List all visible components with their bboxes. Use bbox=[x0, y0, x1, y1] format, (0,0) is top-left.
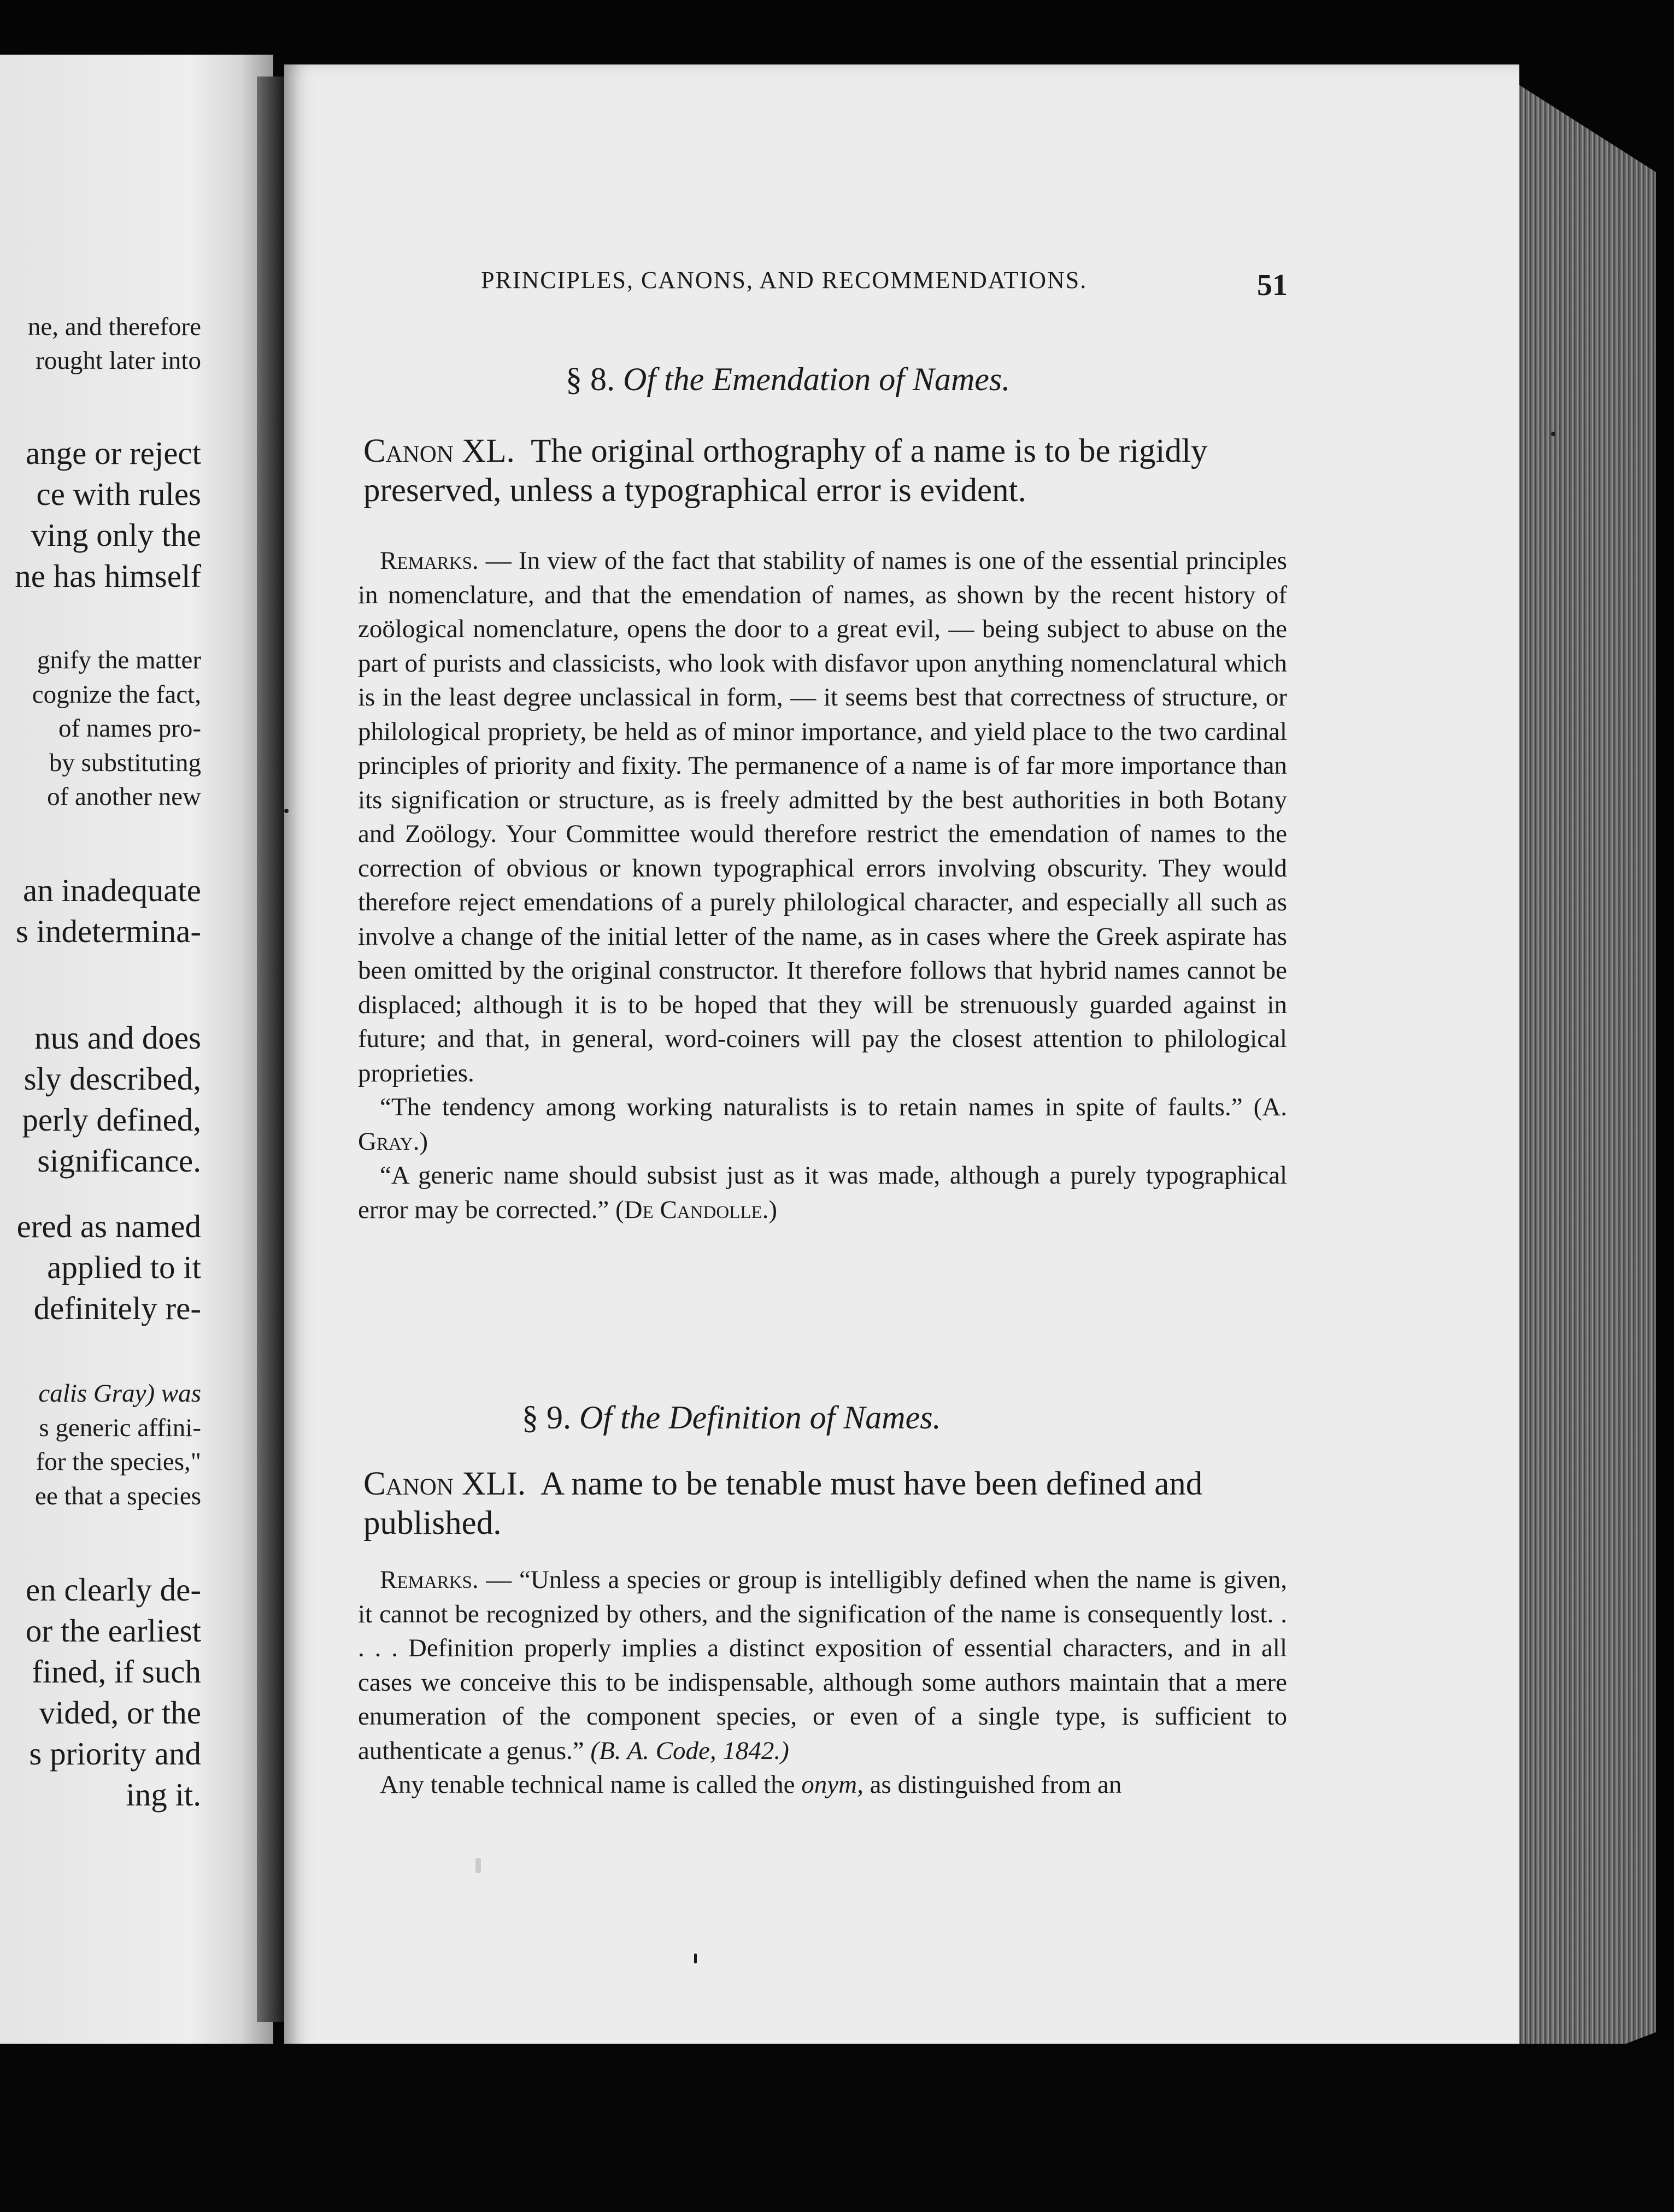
section-8-heading bbox=[566, 361, 1010, 398]
gray-quote: “The tendency among working naturalists is to retain names in spite of faults.” bbox=[380, 1093, 1243, 1121]
section-9-heading bbox=[522, 1399, 941, 1437]
left-page-line: s priority and bbox=[29, 1736, 201, 1772]
canon-text: The original orthography of a name is to be rigidly preserved, unless a typographical error is evident. bbox=[363, 433, 1208, 509]
left-page-line: an inadequate bbox=[23, 872, 201, 908]
scan-speck bbox=[1551, 432, 1555, 436]
gray-citation: (A. Gray.) bbox=[358, 1093, 1288, 1156]
left-page-line: for the species," bbox=[36, 1448, 201, 1476]
onym-sentence-start: Any tenable technical name is called the bbox=[380, 1770, 795, 1799]
page-number: 51 bbox=[1257, 268, 1288, 302]
onym-term: onym, bbox=[801, 1770, 864, 1799]
left-page-line: applied to it bbox=[47, 1249, 201, 1285]
section-number: § 8. bbox=[566, 361, 615, 397]
left-page-line: gnify the matter bbox=[37, 646, 201, 674]
left-page-line: cognize the fact, bbox=[32, 680, 201, 709]
left-page-line: ing it. bbox=[126, 1776, 201, 1813]
left-page-line: s indetermina- bbox=[15, 913, 201, 949]
left-page-line: ange or reject bbox=[25, 435, 201, 471]
left-page-line: ered as named bbox=[16, 1208, 201, 1244]
left-page-line: ne has himself bbox=[15, 558, 201, 594]
left-page-line: sly described, bbox=[24, 1061, 201, 1097]
onym-sentence-end: as distinguished from an bbox=[870, 1770, 1122, 1799]
remarks-label: Remarks. — bbox=[380, 1566, 512, 1594]
left-page-line: ne, and therefore bbox=[27, 313, 201, 341]
scan-speck bbox=[694, 1954, 697, 1963]
left-page-line: significance. bbox=[37, 1143, 201, 1179]
scan-background bbox=[0, 2044, 1674, 2212]
scan-speck bbox=[284, 809, 289, 813]
left-page-line: vided, or the bbox=[39, 1695, 201, 1731]
left-page-line: of another new bbox=[47, 783, 201, 811]
section-number: § 9. bbox=[522, 1399, 571, 1436]
left-page-line: s generic affini- bbox=[39, 1414, 201, 1442]
left-page-line: or the earliest bbox=[25, 1613, 201, 1649]
remarks-label: Remarks. — bbox=[380, 546, 512, 575]
left-page-line: ving only the bbox=[31, 517, 201, 553]
left-page-line: definitely re- bbox=[33, 1290, 201, 1326]
remarks-text: “Unless a species or group is intelligibly defined when the name is given, it cannot be recognized by others, and the signification of the name is consequently lost. . . . . Definition properly implies a distinct exposition of essential characters, and in all cases we conceive this to be indispensable, although some authors maintain that a mere enumeration of the component species, or even of a single type, is sufficient to authenticate a genus.” bbox=[358, 1566, 1287, 1765]
de-candolle-citation: (De Candolle.) bbox=[615, 1195, 778, 1224]
left-page-line: fined, if such bbox=[32, 1654, 201, 1690]
remarks-canon-xl bbox=[358, 544, 1287, 1227]
canon-label: Canon XL. bbox=[363, 433, 515, 469]
bac-citation: (B. A. Code, 1842.) bbox=[590, 1736, 789, 1765]
page-edges bbox=[1497, 71, 1656, 2093]
section-title: Of the Definition of Names. bbox=[579, 1399, 941, 1436]
section-title: Of the Emendation of Names. bbox=[623, 361, 1011, 397]
running-head: PRINCIPLES, CANONS, AND RECOMMENDATIONS. bbox=[481, 267, 1088, 293]
remarks-text: In view of the fact that stability of names is one of the essential principles in nomenclature, and that the emendation of names, as shown by the recent history of zoölogical nomenclature, opens the door to a great evil, — being subject to abuse on the part of purists and classicists, who look with disfavor upon anything nomenclatural which is in the least degree unclassical in form, — it seems best that correctness of structure, or philological propriety, be held as of minor importance, and yield place to the two cardinal principles of priority and fixity. The permanence of a name is of far more importance than its signification or structure, as is freely admitted by the best authorities in both Botany and Zoölogy. Your Committee would therefore restrict the emendation of names to the correction of obvious or known typographical errors involving obscurity. They would therefore reject emendations of a purely philological character, and especially all such as involve a change of the initial letter of the name, as in cases where the Greek aspirate has been omitted by the original constructor. It therefore follows that hybrid names cannot be displaced; although it is to be hoped that they will be strenuously guarded against in future; and that, in general, word-coiners will pay the closest attention to philological proprieties. bbox=[358, 546, 1287, 1087]
remarks-canon-xli bbox=[358, 1563, 1287, 1802]
canon-xl bbox=[363, 432, 1293, 510]
canon-xli bbox=[363, 1464, 1293, 1543]
left-page-line: ce with rules bbox=[36, 476, 201, 512]
left-page-line: ee that a species bbox=[34, 1482, 201, 1510]
left-page bbox=[0, 55, 273, 2044]
scan-speck bbox=[475, 1858, 481, 1873]
left-page-line: rought later into bbox=[36, 346, 201, 375]
canon-label: Canon XLI. bbox=[363, 1466, 526, 1502]
canon-text: A name to be tenable must have been defined and published. bbox=[363, 1466, 1203, 1542]
left-page-line: by substituting bbox=[49, 749, 201, 777]
left-page-line: en clearly de- bbox=[25, 1572, 201, 1608]
left-page-line: of names pro- bbox=[58, 714, 201, 743]
de-candolle-quote: “A generic name should subsist just as it was made, although a purely typographical error may be corrected.” bbox=[358, 1161, 1287, 1224]
left-page-line: perly defined, bbox=[22, 1102, 201, 1138]
left-page-line: calis Gray) was bbox=[38, 1379, 201, 1408]
left-page-line: nus and does bbox=[34, 1020, 201, 1056]
